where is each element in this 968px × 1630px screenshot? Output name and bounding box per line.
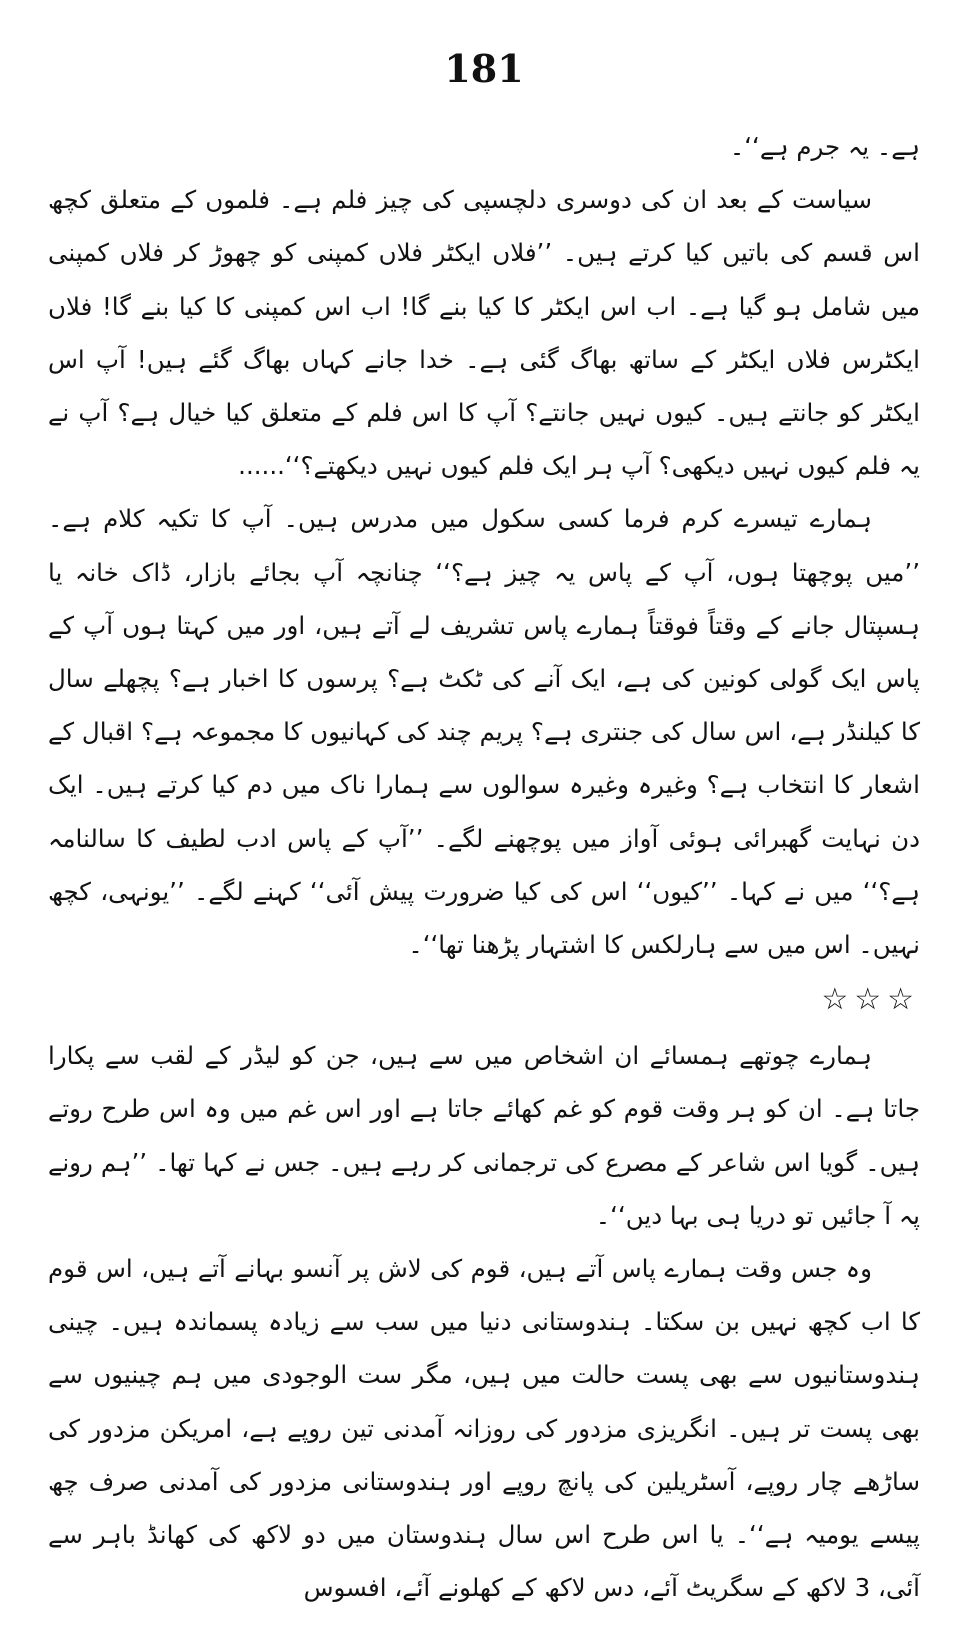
paragraph-3: ہمارے تیسرے کرم فرما کسی سکول میں مدرس ہیں۔ آپ کا تکیہ کلام ہے۔ ’’میں پوچھتا ہوں، آپ کے پاس یہ چیز ہے؟‘‘ چنانچہ آپ بجائے بازار، ڈاک خانہ یا ہسپتال جانے کے وقتاً فوقتاً ہمارے پاس تشریف لے آتے ہیں، اور میں کہتا ہوں آپ کے پاس ایک گولی کونین کی ہے، ایک آنے کی ٹکٹ ہے؟ پرسوں کا اخبار ہے؟ پچھلے سال کا کیلنڈر ہے، اس سال کی جنتری ہے؟ پریم چند کی کہانیوں کا مجموعہ ہے؟ اقبال کے اشعار کا انتخاب ہے؟ وغیرہ وغیرہ سوالوں سے ہمارا ناک میں دم کیا کرتے ہیں۔ ایک دن نہایت گھبرائی ہوئی آواز میں پوچھنے لگے۔ ’’آپ کے پاس ادب لطیف کا سالنامہ ہے؟‘‘ میں نے کہا۔ ’’کیوں‘‘ اس کی کیا ضرورت پیش آئی‘‘ کہنے لگے۔ ’’یونہی، کچھ نہیں۔ اس میں سے ہارلکس کا اشتہار پڑھنا تھا‘‘۔ [48,504,920,960]
paragraph-2: سیاست کے بعد ان کی دوسری دلچسپی کی چیز فلم ہے۔ فلموں کے متعلق کچھ اس قسم کی باتیں کیا کرتے ہیں۔ ’’فلاں ایکٹر فلاں کمپنی کو چھوڑ کر فلاں کمپنی میں شامل ہو گیا ہے۔ اب اس ایکٹر کا کیا بنے گا! اب اس کمپنی کا کیا بنے گا! فلاں ایکٹرس فلاں ایکٹر کے ساتھ بھاگ گئی ہے۔ خدا جانے کہاں بھاگ گئے ہیں! آپ اس ایکٹر کو جانتے ہیں۔ کیوں نہیں جانتے؟ آپ کا اس فلم کے متعلق کیا خیال ہے؟ آپ نے یہ فلم کیوں نہیں دیکھی؟ آپ ہر ایک فلم کیوں نہیں دیکھتے؟‘‘...... [48,185,920,481]
page-number: 181 [444,46,524,91]
section-separator: ☆☆☆ [821,982,920,1018]
page-body [48,120,920,1614]
paragraph-1: ہے۔ یہ جرم ہے‘‘۔ [729,132,920,161]
paragraph-5: وہ جس وقت ہمارے پاس آتے ہیں، قوم کی لاش پر آنسو بہانے آتے ہیں، اس قوم کا اب کچھ نہیں بن سکتا۔ ہندوستانی دنیا میں سب سے زیادہ پسماندہ ہیں۔ چینی ہندوستانیوں سے بھی پست حالت میں ہیں، مگر ست الوجودی میں ہم چینیوں سے بھی پست تر ہیں۔ انگریزی مزدور کی روزانہ آمدنی تین روپے ہے، امریکن مزدور کی ساڑھے چار روپے، آسٹریلین کی پانچ روپے اور ہندوستانی مزدور کی آمدنی صرف چھ پیسے یومیہ ہے‘‘۔ یا اس طرح اس سال ہندوستان میں دو لاکھ کی کھانڈ باہر سے آئی، 3 لاکھ کے سگریٹ آئے، دس لاکھ کے کھلونے آئے، افسوس [48,1254,920,1603]
paragraph-4: ہمارے چوتھے ہمسائے ان اشخاص میں سے ہیں، جن کو لیڈر کے لقب سے پکارا جاتا ہے۔ ان کو ہر وقت قوم کو غم کھائے جاتا ہے اور اس غم میں وہ اس طرح روتے ہیں۔ گویا اس شاعر کے مصرع کی ترجمانی کر رہے ہیں۔ جس نے کہا تھا۔ ’’ہم رونے پہ آ جائیں تو دریا ہی بہا دیں‘‘۔ [48,1041,920,1230]
